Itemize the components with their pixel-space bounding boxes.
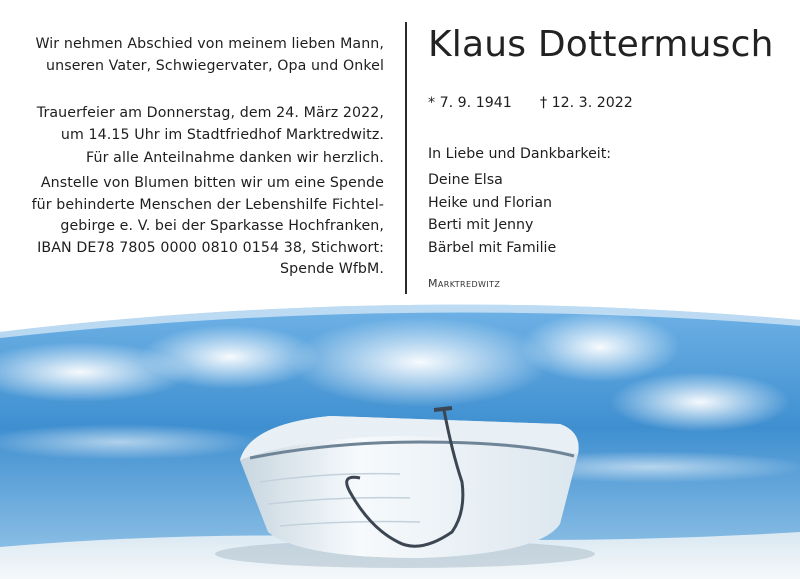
intro-line: unseren Vater, Schwiegervater, Opa und Onkel <box>46 57 384 74</box>
column-divider <box>405 22 407 294</box>
intro-line: Wir nehmen Abschied von meinem lieben Mann, <box>35 36 384 52</box>
funeral-line: um 14.15 Uhr im Stadtfriedhof Marktredwitz. <box>60 126 384 143</box>
mourners-intro: In Liebe und Dankbarkeit: <box>428 146 612 162</box>
donation-line: Spende WfbM. <box>280 261 384 278</box>
deceased-name: Klaus Dottermusch <box>428 24 774 65</box>
notice-text-column <box>18 34 384 281</box>
mourner-entry: Bärbel mit Familie <box>428 239 557 256</box>
mourners-list <box>428 143 611 259</box>
thanks-line: Für alle Anteilnahme danken wir herzlich. <box>86 150 384 167</box>
donation-line: Anstelle von Blumen bitten wir um eine Spende <box>40 174 384 191</box>
birth-date: * 7. 9. 1941 <box>428 95 512 111</box>
donation-line: IBAN DE78 7805 0000 0810 0154 38, Stichwort: <box>37 239 384 256</box>
mourner-entry: Berti mit Jenny <box>428 217 534 234</box>
boat-on-beach-image <box>0 292 800 579</box>
mourner-entry: Heike und Florian <box>428 194 553 211</box>
funeral-line: Trauerfeier am Donnerstag, dem 24. März 2022, <box>36 105 384 122</box>
donation-line: gebirge e. V. bei der Sparkasse Hochfranken, <box>60 218 384 235</box>
boat-on-beach-icon <box>0 292 800 579</box>
death-date: † 12. 3. 2022 <box>540 95 633 111</box>
donation-line: für behinderte Menschen der Lebenshilfe Fichtel- <box>31 196 384 213</box>
place-label: Marktredwitz <box>428 277 501 290</box>
mourner-entry: Deine Elsa <box>428 172 503 189</box>
